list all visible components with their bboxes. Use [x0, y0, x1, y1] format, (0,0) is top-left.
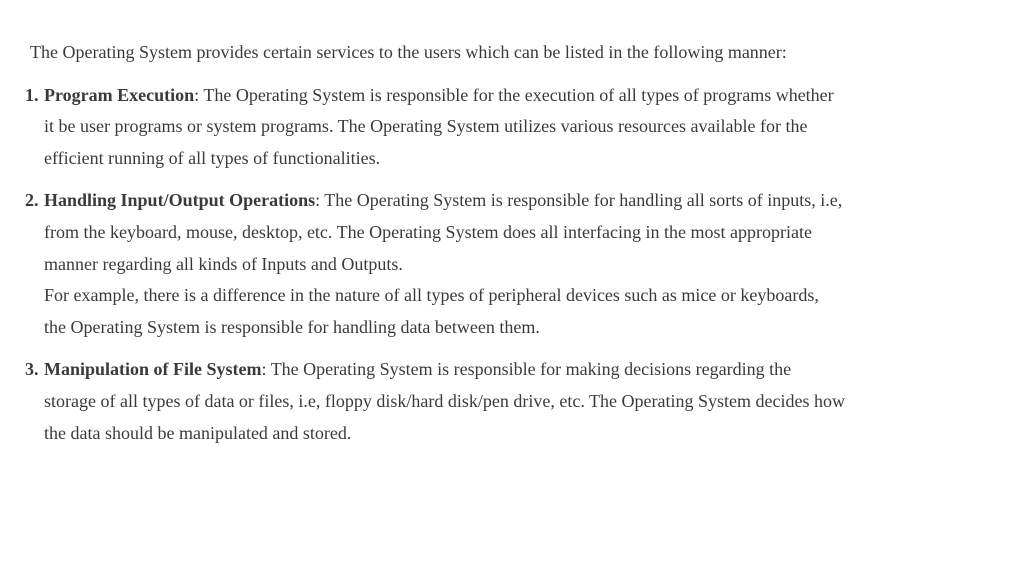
list-item-file-system — [25, 354, 845, 449]
item-term: Program Execution — [44, 84, 195, 105]
item-description: : The Operating System is responsible for the execution of all types of programs whether it be user programs or system programs. The Operating System utilizes various resources available for the efficient running of all types of functionalities. — [44, 84, 834, 168]
slide-content — [25, 37, 845, 460]
intro-paragraph: The Operating System provides certain services to the users which can be listed in the following manner: — [30, 42, 787, 62]
item-description: : The Operating System is responsible for making decisions regarding the storage of all types of data or files, i.e, floppy disk/hard disk/pen drive, etc. The Operating System decides how the data should be manipulated and stored. — [44, 359, 845, 443]
list-item-io-operations — [25, 185, 845, 343]
list-item-program-execution — [25, 80, 845, 175]
list-number: 3. — [25, 359, 39, 380]
item-term: Handling Input/Output Operations — [44, 190, 316, 211]
item-example: For example, there is a difference in the nature of all types of peripheral devices such as mice or keyboards, the Operating System is responsible for handling data between them. — [44, 285, 819, 337]
item-term: Manipulation of File System — [44, 359, 262, 380]
services-list — [25, 80, 845, 450]
list-number: 2. — [25, 190, 39, 211]
item-description: : The Operating System is responsible for handling all sorts of inputs, i.e, from the keyboard, mouse, desktop, etc. The Operating System does all interfacing in the most appropriate manner regarding all kinds of Inputs and Outputs. — [44, 190, 843, 274]
list-number: 1. — [25, 84, 39, 105]
